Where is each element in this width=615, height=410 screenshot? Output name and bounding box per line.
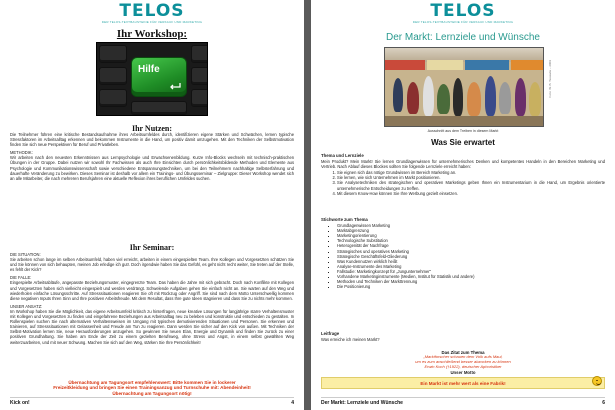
methodik-text: Wir arbeiten nach den neuesten Erkenntnissen aus Lernpsychologie und Erwachsenenbildung. Kurze Info-Blocks wechseln mit technisch-praktischen Übungen in der Gruppe. Dabei nutzen wir sowohl Ihr Fachwissen als auch Ihre Einsichten durch persönlichkeitsbildende Methoden und Elemente aus Psychologie und Kommunikationswissenschaft sowie verschiedene Entspannungstechniken, um bei den Teilnehmern nachhaltige Selbsterfahrung und dauerhafte Veränderung zu bewirken. Dieses Seminar ist deshalb vor allem ein Trainings- und Übungsseminar – Zielgruppe: Dieser Workshop wendet sich an alle Mitarbeiter, die nach mehreren Berufsjahren eine aktuelle Reflexion ihres beruflichen Umfeldes suchen. (10, 155, 294, 181)
keyboard-key (99, 67, 127, 85)
situation-text: Sie arbeiten schon lange im selben Arbeitsumfeld, haben viel erreicht, arbeiten in einem eingespielten Team. Ihre Kollegen und Vorgesetzten schätzen Sie und Sie können von sich behaupten, meinen Job erledige ich gut!. Doch irgendwie haben Sie das Gefühl, es geht nicht recht weiter, Sie treten auf der Stelle, es fehlt der Kick? (10, 257, 294, 273)
stichwort-item: ▪ Technologische Substitution (337, 238, 605, 243)
situation-label: DIE SITUATION: (10, 252, 41, 257)
right-page (311, 0, 615, 410)
market-photo (384, 47, 544, 127)
crowd-person (529, 82, 541, 116)
logo-tagline: DER TELOS-TEXTBAUSTEINE FÜR VERKAUF UND MARKETING (412, 20, 514, 24)
quote-line: um es zum anschließend besser abzocken zu können (415, 358, 511, 364)
left-footer (10, 397, 294, 406)
smiley-icon (592, 376, 602, 386)
page-gutter (304, 0, 311, 410)
hilfe-key-label: Hilfe (138, 64, 160, 75)
stichwort-item: ▪ Strategisches und operatives Marketing (337, 249, 605, 254)
themen-text: Mein Produkt? Mein Markt! Sie lernen Grundlagenwissen für unternehmerisches Denken und kompetentes Handeln in den Bereichen Marketing und Vertrieb. Nach Ablauf dieses Blockes sollten Sie folgende Lernziele erreicht haben: (321, 159, 605, 170)
telos-logo (102, 3, 202, 24)
overnight-note-line: Übernachtung am Tagungsort empfehlenswert: Bitte kommen Sie in lockerer (68, 380, 236, 385)
logo-tagline: DER TELOS-TEXTBAUSTEINE FÜR VERKAUF UND MARKETING (101, 20, 203, 24)
keyboard-key (191, 67, 208, 85)
photo-credit: Foto: W. B. Tsawada – 2009 (548, 60, 552, 98)
themen-label: Thema und Lernziele (321, 153, 364, 158)
hilfe-key (131, 57, 187, 97)
motto-label: Unser Motto (450, 370, 476, 375)
ansatz-text: Im Workshop haben Sie die Möglichkeit, das eigene Arbeitsumfeld kritisch zu hinterfragen, neue kreative Lösungen für langjährige starre Verhaltensmuster mit Kollegen und Vorgesetzten zu finden und eingefahrene Beziehungen aus Arbeitsalltag neu zu beleben und konstruktiv und entschieden zu gestalten. In Rollenspielen suchen Sie nach alternativen Verhaltensweisen im Umgang mit typischen demotivierenden Situationen und Personen. Sie erkennen und trainieren, auf Stresssituationen mit Gelassenheit und Freude am Tun zu reagieren. Dann werden Sie sicher auf den Kick von außen. Mit Techniken der Selbst-Motivation lernen Sie, neue Herausforderungen anzugehen. So gewinnen Sie neuen Elan, Energie und Dynamik und finden Sie zurück zu einer positiven Grundhaltung. Sie haben am Ende der Zeit zu einem gezielten Berufsweg, ohne Stress und Angst, in einem selbst gewählten Weg weiterzuarbeiten, und mit neuer Schwung. Machen Sie sich auf den Weg, stärken Sie Ihre Persönlichkeit! (10, 308, 294, 345)
nutzen-section (10, 132, 294, 184)
seminar-section (10, 252, 294, 348)
falle-text: Eingespielte Arbeitsabläufe, angepasste Beziehungsmuster, eingegrenzte Team. Das haben die Jahre mit sich gebracht. Doch nach Konflikte mit Kollegen und Vorgesetzten haben sich vielleicht eingespielt und werden verdrängt. Schwelende Aufgaben gehen Sie einfach nicht an. Sie warten auf den Weg und wiederholen einfache Lösungsschritte. Auf Stresssituationen reagieren Sie oft mit Rückzug oder Angriff. Sie sind nach dem Motto Unterschwellig kommen diese negativen Inputs Ihren Sinn und Ihre positiven Arbeitsfreude. Mit dem Resultat, dass Ihre gute Ideen stagnieren und dass Sie zu nichts mehr kommen. (10, 280, 294, 301)
keyboard-key (99, 45, 127, 63)
market-awning (511, 60, 544, 70)
stichwort-item: ▪ Die Positionierung (337, 284, 605, 289)
motto-bar (321, 377, 605, 389)
stichwort-item: ▪ Was Kundennutzen wirklich heißt (337, 259, 605, 264)
crowd-person (515, 78, 526, 116)
lernziel-item: 2. Sie lernen, wie sich Unternehmen im Markt positionieren. (337, 175, 605, 180)
page-number: 6 (602, 400, 605, 406)
stichwort-item: ▪ Fallstudie: Marketingkonzept für „Jungunternehmer“ (337, 269, 605, 274)
leitfrage-text: Was erreiche ich meinen Markt? (321, 337, 380, 343)
ansatz-label: UNSER ANSATZ: (10, 303, 43, 309)
left-page (0, 0, 304, 410)
page-number: 4 (291, 400, 294, 406)
motto-text: Ein Markt ist mehr wert als eine Fabrik! (420, 380, 506, 386)
keyboard-key (191, 45, 208, 63)
quote-author: Erwin Koch (†1922), deutscher Aphoristiker (424, 363, 502, 369)
logo-word: TELOS (119, 1, 185, 21)
photo-caption: Ausschnitt aus dem Treiben in diesem Markt (427, 129, 499, 133)
crowd-person (393, 78, 403, 112)
crowd-person (437, 84, 450, 114)
market-ground (385, 116, 543, 126)
lernziel-item: 3. Sie Analysetechniken des strategischen und operativen Marketings geben Ihnen ein Instrumentarium in die Hand, um Ergebnis orientierte unternehmerische Entscheidungen zu treffen. (337, 180, 605, 190)
stichwort-item: ▪ Marktabgrenzung (337, 228, 605, 233)
right-footer (321, 397, 605, 406)
falle-label: DIE FALLE: (10, 275, 32, 281)
quote-title: Das Zitat zum Thema (441, 350, 485, 355)
crowd-person (423, 76, 434, 116)
quote-line: „Marktforscher schauen dem Volk aufs Maul, (423, 354, 503, 359)
crowd-person (407, 82, 419, 114)
crowd-person (453, 78, 463, 116)
nutzen-text: Die Teilnehmer führen eine kritische Bestandsaufnahme ihres Arbeitsumfeldes durch, identifizieren eigene Stärken und Schwächen, lernen typische Stressfaktoren im Arbeitsalltag erkennen und bekommen Instrumente in die Hand, um positiv damit umzugehen. Mit den Techniken der Selbstmotivation finden Sie sich neue Perspektiven für Beruf und Privatleben. (10, 132, 294, 148)
market-awning (385, 60, 425, 70)
keyboard-key (99, 89, 127, 107)
stichwort-item: ▪ Methoden und Techniken der Markttrennung (337, 279, 605, 284)
lernziele-section (321, 153, 605, 196)
market-awning (465, 60, 509, 70)
workshop-title: Ihr Workshop: (116, 28, 188, 40)
stichworte-section (321, 217, 605, 289)
stichwort-item: ▪ Analyse-Instrumente des Marketing (337, 264, 605, 269)
stichworte-label: Stichworte zum Thema (321, 217, 368, 222)
footer-title: Der Markt: Lernziele und Wünsche (321, 400, 403, 406)
lernziele-list (321, 170, 605, 195)
stichworte-list (321, 223, 605, 289)
methodik-label: METHODIK: (10, 150, 33, 156)
leitfrage-label: Leitfrage (321, 331, 340, 336)
crowd-person (485, 76, 496, 116)
overnight-note-line: Übernachtung am Tagungsort nötig! (112, 390, 192, 396)
keyboard-key (131, 101, 187, 115)
hilfe-keyboard-photo (96, 42, 208, 116)
keyboard-key (191, 89, 208, 107)
hilfe-key-arrow-icon (169, 82, 181, 90)
market-awning (427, 60, 463, 70)
leitfrage-section (321, 331, 605, 345)
telos-logo (413, 3, 513, 24)
crowd-person (499, 82, 511, 114)
logo-word: TELOS (430, 1, 496, 21)
crowd-person (467, 82, 481, 116)
stichwort-item: ▪ Strategische Geschäftsfeld-Gliederung (337, 254, 605, 259)
stichwort-item: ▪ Vorhandene Marketinginstrumente (Medien, Institut für Statistik und andere) (337, 274, 605, 279)
markt-title: Der Markt: Lernziele und Wünsche (386, 32, 540, 43)
footer-title: Kick on! (10, 400, 30, 406)
overnight-note-line: Freizeitkleidung und bringen Sie einen Trainingsanzug und Turnschuhe mit: Abendeinheit! (53, 385, 251, 391)
stichwort-item: ▪ Grundlagenwissen Marketing (337, 223, 605, 228)
seminar-heading: Ihr Seminar: (129, 243, 175, 252)
erwartet-heading: Was Sie erwartet (431, 138, 495, 147)
lernziel-item: 4. Mit diesem Know-How können Sie Ihre Werbung gezielt einsetzen. (337, 191, 605, 196)
stichwort-item: ▪ Marketingorientierung (337, 233, 605, 238)
stichwort-item: ▪ Heterogenität der Nachfrage (337, 243, 605, 248)
overnight-note (10, 380, 294, 396)
nutzen-heading: Ihr Nutzen: (131, 124, 173, 133)
lernziel-item: 1. Sie eignen sich das nötige Grundwissen im Bereich Marketing an. (337, 170, 605, 175)
